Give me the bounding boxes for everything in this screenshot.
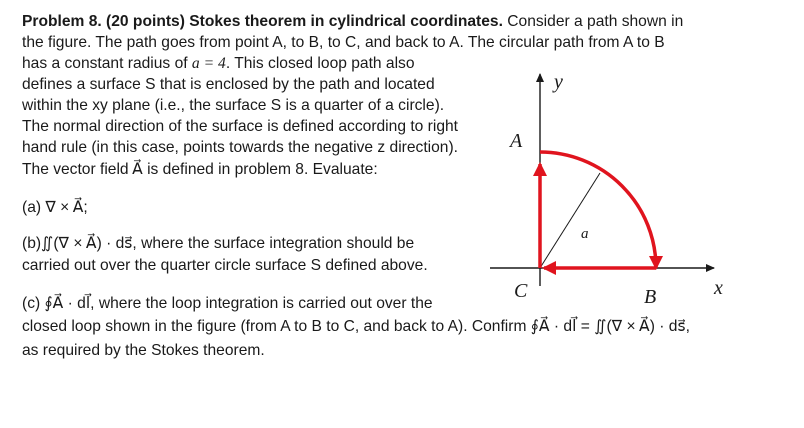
- part-a: (a) ∇ × A⃗;: [22, 199, 88, 216]
- part-c-line-2: closed loop shown in the figure (from A to B to C, and back to A). Confirm ∮A⃗ · dl⃗ = ∬(∇ × A⃗) · ds⃗,: [22, 318, 690, 335]
- part-b-line-1: (b)∬(∇ × A⃗) · ds⃗, where the surface integration should be: [22, 235, 415, 252]
- radius-text-end: . This closed loop path also: [225, 55, 415, 72]
- radius-text: has a constant radius of: [22, 55, 188, 72]
- part-c-line-1: (c) ∮A⃗ · dl⃗, where the loop integration is carried out over the: [22, 295, 433, 312]
- problem-line-3: [22, 54, 415, 74]
- radius-value: a = 4: [191, 55, 226, 72]
- problem-line-2: the figure. The path goes from point A, to B, to C, and back to A. The circular path from A to B: [22, 34, 665, 51]
- problem-heading-line: [22, 12, 683, 32]
- label-C: C: [514, 280, 528, 302]
- path-A-to-B-arc: [540, 152, 656, 268]
- problem-intro: Consider a path shown in: [507, 13, 684, 30]
- problem-line-8: The vector field A⃗ is defined in problem 8. Evaluate:: [22, 161, 378, 178]
- problem-line-4: defines a surface S that is enclosed by the path and located: [22, 76, 435, 93]
- label-radius-a: a: [581, 226, 589, 242]
- label-y: y: [554, 71, 563, 93]
- problem-line-6: The normal direction of the surface is defined according to right: [22, 118, 458, 135]
- label-x: x: [714, 277, 723, 299]
- problem-heading: Problem 8. (20 points) Stokes theorem in cylindrical coordinates.: [22, 13, 503, 30]
- part-c-line-3: as required by the Stokes theorem.: [22, 342, 265, 359]
- radius-line: [540, 173, 600, 268]
- part-b-line-2: carried out over the quarter circle surface S defined above.: [22, 257, 428, 274]
- label-B: B: [644, 286, 657, 308]
- label-A: A: [510, 130, 523, 152]
- quarter-circle-figure: [490, 60, 723, 308]
- problem-line-5: within the xy plane (i.e., the surface S is a quarter of a circle).: [22, 97, 445, 114]
- problem-line-7: hand rule (in this case, points towards the negative z direction).: [22, 139, 458, 156]
